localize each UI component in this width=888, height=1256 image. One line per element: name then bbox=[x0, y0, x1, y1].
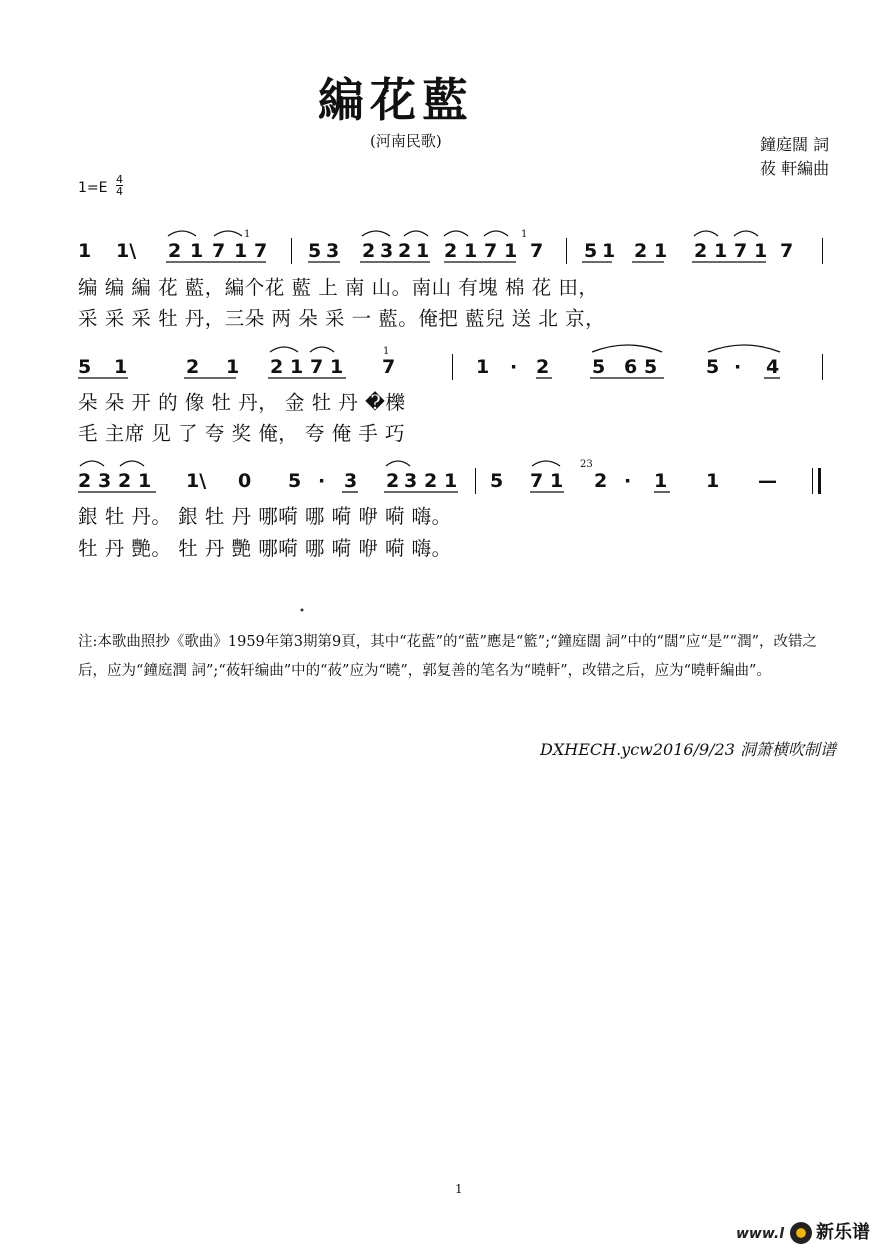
note: 1 bbox=[290, 356, 304, 378]
note: 5 bbox=[78, 356, 92, 378]
note: 0 bbox=[238, 470, 252, 492]
note: 1 bbox=[190, 240, 204, 262]
note: 2 bbox=[118, 470, 132, 492]
note: 1 bbox=[464, 240, 478, 262]
grace-note-4: 23 bbox=[580, 459, 593, 470]
note: 3 bbox=[380, 240, 394, 262]
transcriber-signature: DXHECH.ycw2016/9/23 洞箫横吹制谱 bbox=[540, 740, 836, 759]
note: 5 bbox=[644, 356, 658, 378]
lyric-row-1-verse-2: 采 采 采 牡 丹，三朵 两 朵 采 一 藍。俺把 藍兒 送 北 京， bbox=[78, 307, 606, 330]
song-subtitle: (河南民歌) bbox=[370, 132, 442, 150]
note: 7 bbox=[734, 240, 748, 262]
slur bbox=[484, 231, 508, 236]
note: 1 bbox=[330, 356, 344, 378]
slur bbox=[694, 231, 718, 236]
note: 1\ bbox=[116, 240, 137, 262]
slur bbox=[444, 231, 468, 236]
note: 1 bbox=[714, 240, 728, 262]
note: 2 bbox=[398, 240, 412, 262]
note: 7 bbox=[530, 240, 544, 262]
watermark-brand: 新乐谱 bbox=[816, 1222, 870, 1243]
note: 7 bbox=[780, 240, 794, 262]
note: 7 bbox=[254, 240, 268, 262]
note: 1 bbox=[504, 240, 518, 262]
note: 2 bbox=[78, 470, 92, 492]
watermark-url: www.l bbox=[735, 1226, 784, 1242]
site-watermark bbox=[736, 1218, 870, 1244]
slur bbox=[270, 347, 298, 352]
note: 7 bbox=[212, 240, 226, 262]
slur bbox=[168, 231, 196, 236]
slur bbox=[120, 461, 144, 466]
grace-note-3: 1 bbox=[383, 346, 390, 357]
time-top: 4 bbox=[116, 173, 123, 186]
note: 2 bbox=[168, 240, 182, 262]
note: 7 bbox=[382, 356, 396, 378]
lyric-row-2-verse-2: 毛 主席 见 了 夸 奖 俺， 夸 俺 手 巧 bbox=[78, 422, 405, 445]
note: 2 bbox=[694, 240, 708, 262]
grace-note-1: 1 bbox=[244, 229, 251, 240]
note: 2 bbox=[444, 240, 458, 262]
note: 1 bbox=[706, 470, 720, 492]
slur bbox=[214, 231, 242, 236]
slur bbox=[386, 461, 410, 466]
page-number: 1 bbox=[455, 1182, 463, 1196]
slur bbox=[734, 231, 758, 236]
speck bbox=[301, 609, 304, 612]
note: 2 bbox=[270, 356, 284, 378]
note: 1 bbox=[78, 240, 92, 262]
note: 1\ bbox=[186, 470, 207, 492]
note: 3 bbox=[344, 470, 358, 492]
note: · bbox=[624, 470, 632, 492]
slur bbox=[362, 231, 390, 236]
note: 1 bbox=[476, 356, 490, 378]
note: 5 bbox=[490, 470, 504, 492]
grace-note-2: 1 bbox=[521, 229, 528, 240]
slur bbox=[80, 461, 104, 466]
slur bbox=[708, 345, 780, 352]
note: 5 bbox=[288, 470, 302, 492]
note: 1 bbox=[114, 356, 128, 378]
time-bottom: 4 bbox=[116, 185, 123, 198]
lyricist-credit: 鐘庭闊 詞 bbox=[760, 135, 830, 154]
lyric-row-2-verse-1: 朵 朵 开 的 像 牡 丹， 金 牡 丹 �櫟 bbox=[78, 391, 406, 414]
note: 3 bbox=[326, 240, 340, 262]
note: 1 bbox=[416, 240, 430, 262]
note: · bbox=[510, 356, 518, 378]
key-signature: 1=E bbox=[78, 180, 108, 196]
note: 1 bbox=[138, 470, 152, 492]
note: 2 bbox=[424, 470, 438, 492]
song-title: 編花藍 bbox=[318, 73, 474, 127]
lyric-row-3-verse-1: 銀 牡 丹。 銀 牡 丹 哪嗬 哪 嗬 咿 嗬 嗨。 bbox=[78, 505, 452, 528]
note: 5 bbox=[706, 356, 720, 378]
note: · bbox=[734, 356, 742, 378]
composer-credit: 莜 軒編曲 bbox=[760, 159, 830, 178]
editor-note: 注:本歌曲照抄《歌曲》1959年第3期第9頁，其中“花藍”的“藍”應是“籃”;“鐘庭闊 詞”中的“闊”应“是”“潤”，改错之后，应为“鐘庭潤 詞”;“莜轩编曲”中的“莜”应为“曉”，郭复善的笔名为“曉軒”，改错之后，应为“曉軒編曲”。 bbox=[78, 634, 818, 679]
note: 1 bbox=[444, 470, 458, 492]
note: 3 bbox=[98, 470, 112, 492]
note: 1 bbox=[654, 240, 668, 262]
note: 3 bbox=[404, 470, 418, 492]
note: 2 bbox=[594, 470, 608, 492]
note: 1 bbox=[654, 470, 668, 492]
note: 1 bbox=[550, 470, 564, 492]
note: 5 bbox=[584, 240, 598, 262]
note: 7 bbox=[530, 470, 544, 492]
logo-disc-icon bbox=[790, 1222, 812, 1244]
note: 1 bbox=[234, 240, 248, 262]
note: · bbox=[318, 470, 326, 492]
slur bbox=[532, 461, 560, 466]
note: 7 bbox=[310, 356, 324, 378]
lyric-row-3-verse-2: 牡 丹 艷。 牡 丹 艷 哪嗬 哪 嗬 咿 嗬 嗨。 bbox=[78, 537, 452, 560]
note: 5 bbox=[308, 240, 322, 262]
note: 1 bbox=[602, 240, 616, 262]
slur bbox=[592, 345, 662, 352]
note: — bbox=[758, 470, 777, 492]
note: 1 bbox=[226, 356, 240, 378]
note: 2 bbox=[386, 470, 400, 492]
lyric-row-1-verse-1: 编 编 編 花 藍，編个花 藍 上 南 山。南山 有塊 棉 花 田， bbox=[78, 276, 599, 299]
note: 6 bbox=[624, 356, 638, 378]
note: 1 bbox=[754, 240, 768, 262]
note: 2 bbox=[362, 240, 376, 262]
slur bbox=[404, 231, 428, 236]
note: 5 bbox=[592, 356, 606, 378]
note: 2 bbox=[536, 356, 550, 378]
note: 2 bbox=[634, 240, 648, 262]
note: 2 bbox=[186, 356, 200, 378]
note: 4 bbox=[766, 356, 780, 378]
slur bbox=[310, 347, 334, 352]
note: 7 bbox=[484, 240, 498, 262]
